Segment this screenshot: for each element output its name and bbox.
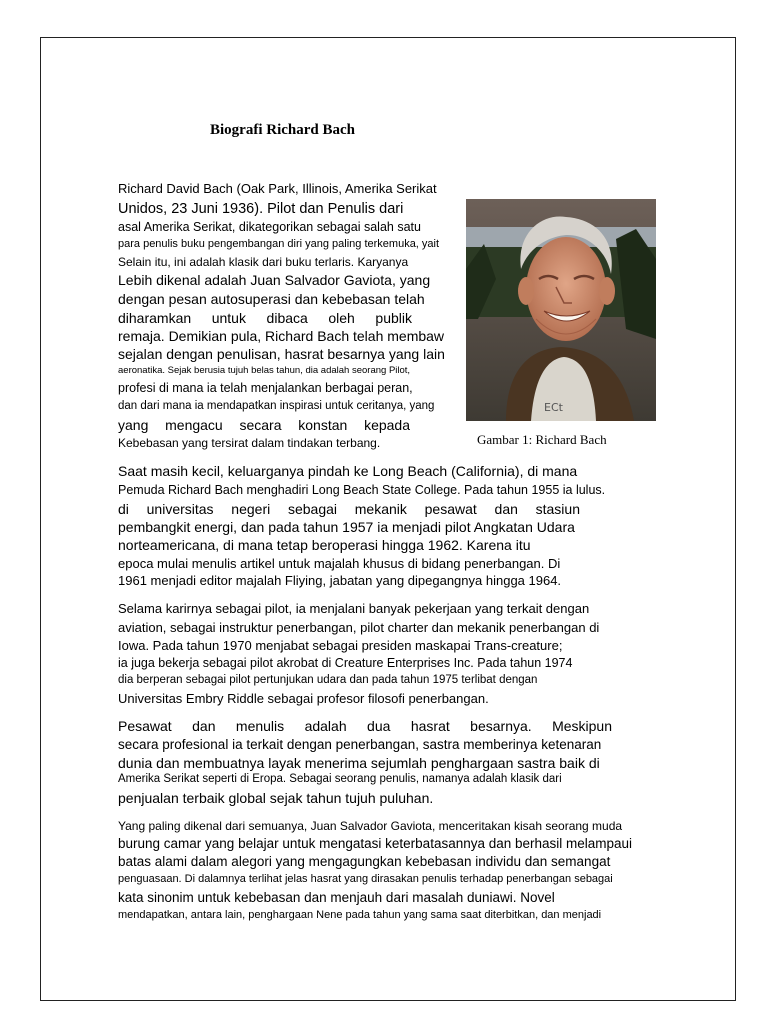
text-line: Saat masih kecil, keluarganya pindah ke Long Beach (California), di mana	[118, 463, 578, 479]
text-line: Yang paling dikenal dari semuanya, Juan Salvador Gaviota, menceritakan kisah seorang muda	[118, 819, 623, 833]
text-line: pembangkit energi, dan pada tahun 1957 ia menjadi pilot Angkatan Udara	[118, 519, 575, 535]
text-line: Richard David Bach (Oak Park, Illinois, Amerika Serikat	[118, 181, 437, 196]
text-line: kata sinonim untuk kebebasan dan menjauh dari masalah duniawi. Novel	[118, 890, 555, 905]
text-line: penguasaan. Di dalamnya terlihat jelas hasrat yang dirasakan penulis terhadap penerbangan sebagai	[118, 873, 613, 885]
text-line: asal Amerika Serikat, dikategorikan sebagai salah satu	[118, 220, 421, 234]
richard-bach-photo	[466, 199, 656, 421]
text-line: mendapatkan, antara lain, penghargaan Nene pada tahun yang sama saat diterbitkan, dan menjadi	[118, 909, 602, 921]
svg-text:ECt: ECt	[544, 401, 563, 414]
text-line: batas alami dalam alegori yang mengagungkan kebebasan individu dan semangat	[118, 854, 611, 869]
text-line: ia juga bekerja sebagai pilot akrobat di Creature Enterprises Inc. Pada tahun 1974	[118, 656, 573, 670]
text-line: Unidos, 23 Juni 1936). Pilot dan Penulis dari	[118, 201, 404, 217]
text-line: yang mengacu secara konstan kepada	[118, 417, 410, 433]
text-line: para penulis buku pengembangan diri yang paling terkemuka, yait	[118, 238, 440, 250]
text-line: Selama karirnya sebagai pilot, ia menjalani banyak pekerjaan yang terkait dengan	[118, 601, 590, 616]
text-line: dan dari mana ia mendapatkan inspirasi untuk ceritanya, yang	[118, 400, 435, 412]
text-line: di universitas negeri sebagai mekanik pesawat dan stasiun	[118, 501, 580, 517]
text-line: profesi di mana ia telah menjalankan berbagai peran,	[118, 381, 413, 395]
text-line: norteamericana, di mana tetap beroperasi hingga 1962. Karena itu	[118, 537, 531, 553]
photo-caption: Gambar 1: Richard Bach	[477, 432, 607, 447]
text-line: dunia dan membuatnya layak menerima sejumlah penghargaan sastra baik di	[118, 755, 600, 771]
text-line: burung camar yang belajar untuk mengatasi keterbatasannya dan berhasil melampaui	[118, 836, 633, 851]
text-line: Lebih dikenal adalah Juan Salvador Gaviota, yang	[118, 272, 431, 288]
text-line: penjualan terbaik global sejak tahun tujuh puluhan.	[118, 790, 434, 806]
text-line: Pesawat dan menulis adalah dua hasrat besarnya. Meskipun	[118, 718, 612, 734]
document-title: Biografi Richard Bach	[210, 122, 355, 138]
text-line: epoca mulai menulis artikel untuk majalah khusus di bidang penerbangan. Di	[118, 556, 561, 571]
text-line: aviation, sebagai instruktur penerbangan, pilot charter dan mekanik penerbangan di	[118, 620, 600, 635]
text-line: aeronatika. Sejak berusia tujuh belas tahun, dia adalah seorang Pilot,	[118, 365, 411, 376]
text-line: dia berperan sebagai pilot pertunjukan udara dan pada tahun 1975 terlibat dengan	[118, 674, 538, 686]
text-line: remaja. Demikian pula, Richard Bach telah membaw	[118, 328, 445, 344]
text-line: dengan pesan autosuperasi dan kebebasan telah	[118, 291, 425, 307]
text-line: Kebebasan yang tersirat dalam tindakan terbang.	[118, 436, 381, 450]
text-line: Iowa. Pada tahun 1970 menjabat sebagai presiden maskapai Trans-creature;	[118, 638, 563, 653]
text-line: sejalan dengan penulisan, hasrat besarnya yang lain	[118, 346, 445, 362]
text-line: Universitas Embry Riddle sebagai profesor filosofi penerbangan.	[118, 691, 489, 706]
text-line: Pemuda Richard Bach menghadiri Long Beach State College. Pada tahun 1955 ia lulus.	[118, 483, 606, 497]
text-line: diharamkan untuk dibaca oleh publik	[118, 310, 412, 326]
text-line: 1961 menjadi editor majalah Fliying, jabatan yang dipegangnya hingga 1964.	[118, 573, 562, 588]
text-line: Amerika Serikat seperti di Eropa. Sebagai seorang penulis, namanya adalah klasik dari	[118, 773, 562, 785]
text-line: Selain itu, ini adalah klasik dari buku terlaris. Karyanya	[118, 255, 409, 269]
text-line: secara profesional ia terkait dengan penerbangan, sastra memberinya ketenaran	[118, 737, 602, 752]
